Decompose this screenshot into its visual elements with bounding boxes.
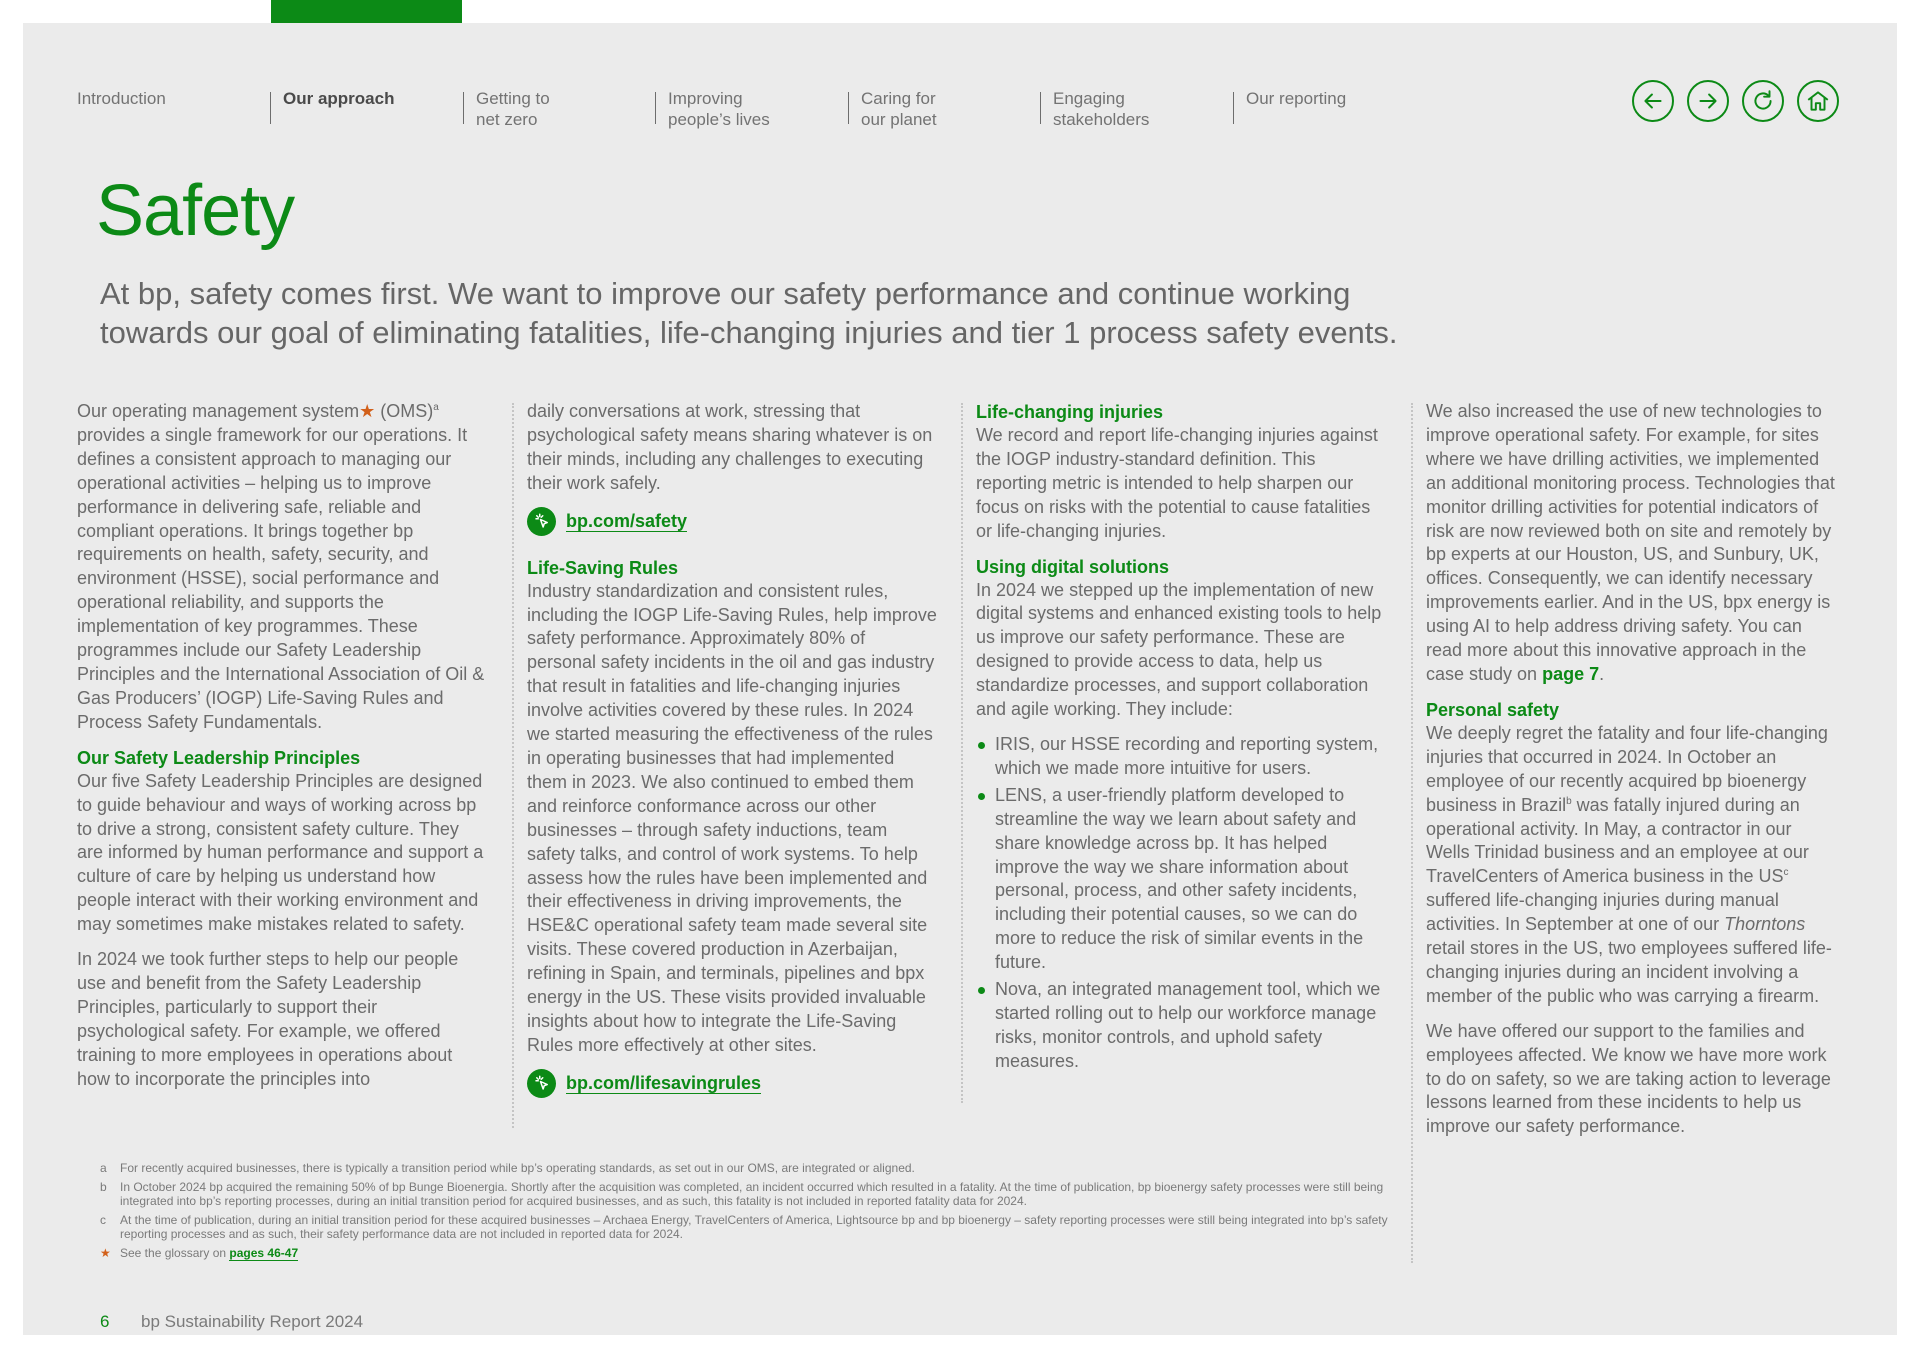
nav-getting-to-net-zero[interactable]: Getting to net zero <box>476 89 550 129</box>
personal-safety-heading: Personal safety <box>1426 699 1560 720</box>
life-changing-injuries-heading: Life-changing injuries <box>976 402 1164 422</box>
safety-link[interactable]: bp.com/safety <box>527 507 939 536</box>
digital-tools-list <box>976 733 1388 1074</box>
nav-divider <box>655 92 656 124</box>
column-divider <box>961 403 963 1103</box>
document-title: bp Sustainability Report 2024 <box>141 1312 364 1331</box>
nav-introduction[interactable]: Introduction <box>77 89 166 108</box>
report-page <box>23 23 1897 1335</box>
injuries-paragraph: We record and report life-changing injuries against the IOGP industry-standard definition. This reporting metric is intended to help sharpen our focus on risks with the potential to cause fatalities or life-changing injuries. <box>976 425 1378 541</box>
nav-divider <box>270 92 271 124</box>
life-saving-rules-paragraph: Industry standardization and consistent rules, including the IOGP Life-Saving Rules, help improve safety performance. Approximately 80% of personal safety incidents in the oil and gas industry that result in fatalities and life-changing injuries involve activities covered by these rules. In 2024 we started measuring the effectiveness of the rules in operating businesses that had implemented them in 2023. We also continued to embed them and reinforce conformance across our other businesses – through safety inductions, team safety talks, and control of work systems. To help assess how the rules have been implemented and their effectiveness in driving improvements, the HSE&C operational safety team made several site visits. These covered production in Azerbaijan, refining in Spain, and terminals, pipelines and bpx energy in the US. These visits provided invaluable insights about how to integrate the Life-Saving Rules more effectively at other sites. <box>527 580 937 1055</box>
digital-solutions-paragraph: In 2024 we stepped up the implementation of new digital systems and enhanced existing tools to help us improve our safety performance. These are designed to provide access to data, help us standardize processes, and support collaboration and agile working. They include: <box>976 579 1382 720</box>
list-item: IRIS, our HSSE recording and reporting system, which we made more intuitive for users. <box>976 733 1388 781</box>
glossary-link[interactable]: pages 46-47 <box>229 1245 299 1260</box>
home-icon <box>1805 88 1831 114</box>
intro-statement: At bp, safety comes first. We want to improve our safety performance and continue working towards our goal of eliminating fatalities, life-changing injuries and tier 1 process safety events. <box>100 276 1398 350</box>
oms-paragraph: Our operating management system★ (OMS)$^a$ provides a single framework for our operations. It defines a consistent approach to managing our operational activities – helping us to improve performance in delivering safe, reliable and compliant operations. It brings together bp requirements on health, safety, security, and environment (HSSE), social performance and operational reliability, and supports the implementation of key programmes. These programmes include our Safety Leadership Principles and the International Association of Oil & Gas Producers’ (IOGP) Life-Saving Rules and Process Safety Fundamentals. <box>77 401 485 732</box>
nav-our-reporting[interactable]: Our reporting <box>1246 89 1347 108</box>
page-7-link[interactable]: page 7 <box>1542 663 1600 684</box>
footnote-c: c At the time of publication, during an initial transition period for these acquired businesses – Archaea Energy, TravelCenters of America, Lightsource bp and bp bioenergy – safety reporting processes were still being integrated into bp’s safety reporting processes and as such, their safety performance data are not included in reported data for 2024. <box>100 1212 1388 1241</box>
continued-paragraph: daily conversations at work, stressing that psychological safety means sharing whatever is on their minds, including any challenges to executing their work safely. <box>527 401 933 493</box>
column-4 <box>1426 400 1838 1150</box>
support-paragraph: We have offered our support to the families and employees affected. We know we have more work to do on safety, so we are taking action to leverage lessons learned from these incidents to help us improve our safety performance. <box>1426 1020 1831 1137</box>
forward-button[interactable] <box>1687 80 1729 122</box>
click-icon <box>527 507 556 536</box>
list-item: LENS, a user-friendly platform developed to streamline the way we learn about safety and share knowledge across bp. It has helped improve the way we share information about personal, process, and other safety incidents, including their potential causes, so we can do more to reduce the risk of similar events in the future. <box>976 784 1388 975</box>
personal-safety-paragraph: We deeply regret the fatality and four life-changing injuries that occurred in 2024. In October an employee of our recently acquired bp bioenergy business in Brazil$^b$ was fatally injured during an operational activity. In May, a contractor in our Wells Trinidad business and an employee at our TravelCenters of America business in the $US^c$ suffered life-changing injuries during manual activities. In September at one of our Thorntons retail stores in the US, two employees suffered life-changing injuries during an incident involving a member of the public who was carrying a firearm. <box>1426 722 1832 1006</box>
glossary-star-icon: ★ <box>100 1245 111 1260</box>
nav-our-approach[interactable]: Our approach <box>283 89 395 108</box>
footnote-b: b In October 2024 bp acquired the remaining 50% of bp Bunge Bioenergia. Shortly after the acquisition was completed, an incident occurred which resulted in a fatality. At the time of publication, bp bioenergy safety processes were still being integrated into bp’s reporting processes, during an initial transition period for acquired businesses, and as such, this fatality is not included in reported fatality data for 2024. <box>100 1179 1384 1208</box>
column-2 <box>527 400 939 1118</box>
column-1 <box>77 400 489 1102</box>
life-saving-rules-heading: Life-Saving Rules <box>527 557 679 578</box>
digital-solutions-heading: Using digital solutions <box>976 556 1169 577</box>
column-divider <box>1411 403 1413 1263</box>
footnote-glossary: ★ See the glossary on pages 46-47 <box>100 1245 299 1260</box>
list-item: Nova, an integrated management tool, which we started rolling out to help our workforce manage risks, monitor controls, and uphold safety measures. <box>976 978 1388 1074</box>
nav-divider <box>463 92 464 124</box>
back-arrow-icon <box>1640 88 1666 114</box>
nav-divider <box>848 92 849 124</box>
nav-improving-peoples-lives[interactable]: Improving people’s lives <box>668 89 770 129</box>
refresh-button[interactable] <box>1742 80 1784 122</box>
nav-divider <box>1040 92 1041 124</box>
home-button[interactable] <box>1797 80 1839 122</box>
column-3 <box>976 400 1388 1077</box>
safety-leadership-heading: Our Safety Leadership Principles <box>77 747 361 768</box>
footnotes <box>100 1161 1410 1264</box>
refresh-icon <box>1750 88 1776 114</box>
click-icon <box>527 1069 556 1098</box>
nav-engaging-stakeholders[interactable]: Engaging stakeholders <box>1053 89 1150 129</box>
footnote-a: a For recently acquired businesses, there is typically a transition period while bp’s operating standards, as set out in our OMS, are integrated or aligned. <box>100 1161 915 1175</box>
technology-paragraph: We also increased the use of new technologies to improve operational safety. For example, for sites where we have drilling activities, we implemented an additional monitoring process. Technologies that monitor drilling activities for potential indicators of risk are now reviewed both on site and remotely by bp experts at our Houston, US, and Sunbury, UK, offices. Consequently, we can identify necessary improvements earlier. And in the US, bpx energy is using AI to help address driving safety. You can read more about this innovative approach in the case study on page 7. <box>1426 401 1835 684</box>
back-button[interactable] <box>1632 80 1674 122</box>
nav-caring-for-our-planet[interactable]: Caring for our planet <box>861 89 937 129</box>
section-tab-marker <box>271 0 462 23</box>
forward-arrow-icon <box>1695 88 1721 114</box>
principles-paragraph: Our five Safety Leadership Principles are designed to guide behaviour and ways of working across bp to drive a strong, consistent safety culture. They are informed by human performance and support a culture of care by helping us understand how people interact with their working environment and may sometimes make mistakes related to safety. <box>77 770 484 935</box>
lifesavingrules-link[interactable]: bp.com/lifesavingrules <box>527 1069 939 1098</box>
principles-steps-paragraph: In 2024 we took further steps to help our people use and benefit from the Safety Leadership Principles, particularly to support their psychological safety. For example, we offered training to more employees in operations about how to incorporate the principles into <box>77 949 459 1089</box>
page-number: 6 <box>100 1312 110 1331</box>
column-divider <box>512 403 514 1128</box>
nav-divider <box>1233 92 1234 124</box>
page-title: Safety <box>96 171 295 251</box>
glossary-star-icon: ★ <box>359 401 376 421</box>
